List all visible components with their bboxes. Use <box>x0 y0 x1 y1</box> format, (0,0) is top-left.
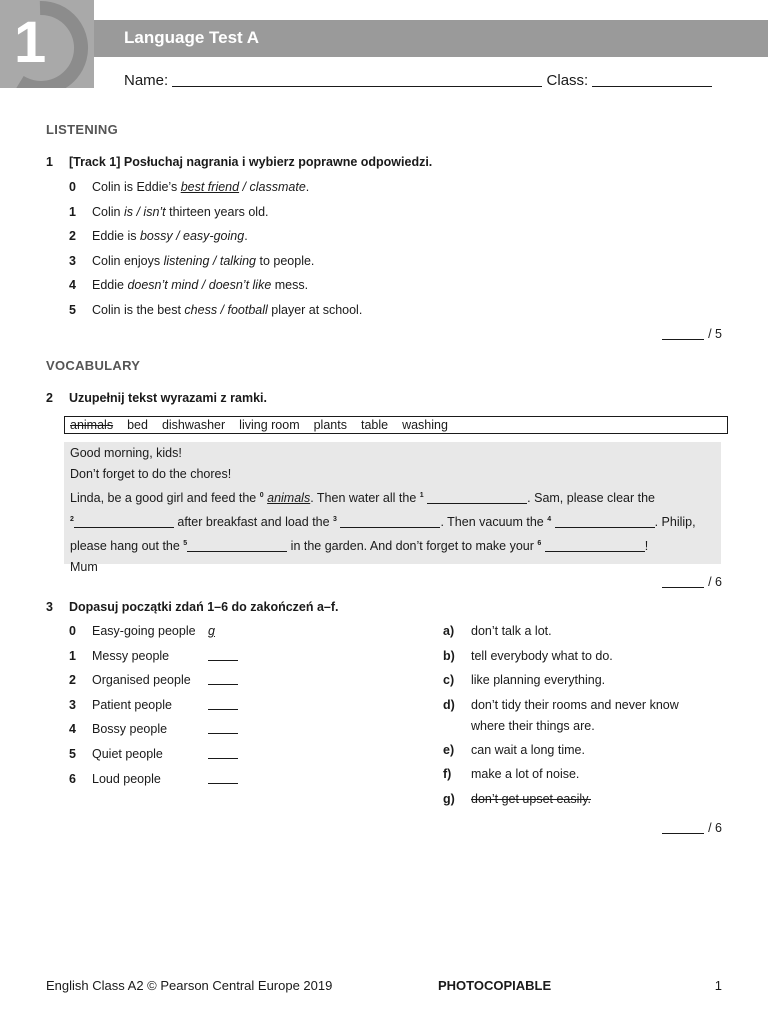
item-text: Colin is / isn’t thirteen years old. <box>92 204 269 219</box>
gap-5[interactable] <box>187 540 287 552</box>
word-item: bed <box>127 418 148 432</box>
option-2[interactable]: easy-going <box>183 229 245 243</box>
answer-field[interactable] <box>208 722 238 734</box>
note-line: Linda, be a good girl and feed the $^0$ animals. Then water all the $^1$ . Sam, please clear the <box>70 491 656 506</box>
item-text: Quiet people <box>92 747 163 761</box>
answer-field[interactable] <box>208 673 238 685</box>
item-text: like planning everything. <box>471 673 606 688</box>
item-text: Organised people <box>92 673 191 688</box>
item-number: 2 <box>69 229 76 243</box>
item-letter: e) <box>443 742 455 757</box>
answer-field[interactable] <box>208 698 238 710</box>
option-1[interactable]: chess <box>184 302 218 317</box>
footer-photocopiable: PHOTOCOPIABLE <box>438 978 552 993</box>
word-item: table <box>360 418 389 432</box>
item-number: 1 <box>69 204 76 219</box>
item-text: can wait a long time. <box>471 742 585 757</box>
gap-1[interactable] <box>427 492 527 504</box>
item-letter: g) <box>443 792 455 806</box>
note-text <box>64 442 721 575</box>
name-field[interactable] <box>172 73 542 87</box>
item-text: don’t tidy their rooms and never know <box>471 697 679 712</box>
note-line: please hang out the $^5$ in the garden. And don’t forget to make your $^6$ ! <box>70 539 649 554</box>
name-class-line <box>124 72 712 89</box>
section-listening: LISTENING <box>46 122 119 137</box>
option-2[interactable]: isn’t <box>143 204 166 219</box>
score-task-1: / 5 <box>662 327 722 341</box>
item-text: Colin is Eddie’s best friend / classmate. <box>92 180 310 194</box>
word-item: dishwasher <box>161 418 226 432</box>
item-text: Patient people <box>92 697 172 712</box>
word-box <box>64 416 728 434</box>
item-number: 0 <box>69 180 76 194</box>
note-line: $^2$ after breakfast and load the $^3$ . Then vacuum the $^4$ . Philip, <box>70 515 696 530</box>
item-text: Colin is the best chess / football player at school. <box>92 302 363 317</box>
test-title: Language Test A <box>124 28 260 47</box>
footer-copyright: English Class A2 © Pearson Central Europe 2019 <box>46 978 333 993</box>
score-task-2: / 6 <box>662 575 722 589</box>
item-number: 3 <box>69 253 76 268</box>
task-1-instruction: 1 [Track 1] Posłuchaj nagrania i wybierz poprawne odpowiedzi. <box>46 155 433 169</box>
answer-field[interactable] <box>208 772 238 784</box>
answer-field[interactable] <box>208 649 238 661</box>
class-label: Class: <box>546 72 589 89</box>
name-label: Name: <box>124 72 169 89</box>
gap-6[interactable] <box>545 540 645 552</box>
gap-4[interactable] <box>555 516 655 528</box>
option-1[interactable]: best friend <box>180 180 240 194</box>
option-2[interactable]: classmate <box>249 180 306 194</box>
item-text: Easy-going people <box>92 624 196 638</box>
example-answer: animals <box>267 491 311 506</box>
note-line: Don’t forget to do the chores! <box>70 467 232 481</box>
item-text: Eddie doesn’t mind / doesn’t like mess. <box>92 278 309 292</box>
item-number: 5 <box>69 302 76 317</box>
word-item: living room <box>239 418 300 432</box>
word-item: plants <box>313 418 347 432</box>
gap-3[interactable] <box>340 516 440 528</box>
gap-2[interactable] <box>74 516 174 528</box>
item-text: Messy people <box>92 648 170 663</box>
option-2[interactable]: talking <box>219 253 257 268</box>
word-item: washing <box>402 418 448 432</box>
item-number: 1 <box>69 648 76 663</box>
option-2[interactable]: football <box>227 302 268 317</box>
item-letter: b) <box>443 648 455 663</box>
item-number: 3 <box>69 697 76 712</box>
item-letter: d) <box>443 697 455 712</box>
option-1[interactable]: is <box>123 204 133 219</box>
score-field[interactable] <box>662 822 704 834</box>
option-1[interactable]: doesn’t mind <box>127 278 199 292</box>
item-number: 4 <box>69 278 76 292</box>
item-text: Eddie is bossy / easy-going. <box>92 229 248 243</box>
item-text: don’t talk a lot. <box>471 624 552 638</box>
score-task-3: / 6 <box>662 821 722 835</box>
item-text: make a lot of noise. <box>471 767 580 782</box>
answer-field[interactable]: g <box>208 624 215 638</box>
item-number: 0 <box>69 624 76 638</box>
item-letter: f) <box>443 767 452 782</box>
item-text: Colin enjoys listening / talking to people. <box>92 253 315 268</box>
unit-number: 1 <box>14 10 47 75</box>
word-item: animals <box>70 418 114 432</box>
task-2-instruction: 2 Uzupełnij tekst wyrazami z ramki. <box>46 391 267 405</box>
title-bar <box>94 20 768 57</box>
note-greeting: Good morning, kids! <box>70 446 182 460</box>
answer-field[interactable] <box>208 747 238 759</box>
item-number: 4 <box>69 722 76 737</box>
score-field[interactable] <box>662 328 704 340</box>
class-field[interactable] <box>592 73 712 87</box>
item-text: tell everybody what to do. <box>471 648 613 663</box>
item-number: 5 <box>69 747 76 761</box>
unit-number-graphic <box>0 0 94 88</box>
item-number: 2 <box>69 673 76 688</box>
item-text: Bossy people <box>92 722 168 737</box>
option-1[interactable]: bossy <box>139 229 173 243</box>
item-letter: a) <box>443 624 455 638</box>
item-letter: c) <box>443 673 455 688</box>
option-1[interactable]: listening <box>163 253 210 268</box>
page-number: 1 <box>714 978 722 993</box>
note-signature: Mum <box>70 560 98 575</box>
item-text-cont: where their things are. <box>471 718 595 733</box>
score-field[interactable] <box>662 576 704 588</box>
unit-logo <box>0 0 94 88</box>
item-text: Loud people <box>92 771 161 786</box>
option-2[interactable]: doesn’t like <box>208 278 272 292</box>
section-vocabulary: VOCABULARY <box>46 358 141 373</box>
item-number: 6 <box>69 771 76 786</box>
task-3-instruction: 3 Dopasuj początki zdań 1–6 do zakończeń a–f. <box>46 600 339 614</box>
item-text: don’t get upset easily. <box>471 792 591 806</box>
